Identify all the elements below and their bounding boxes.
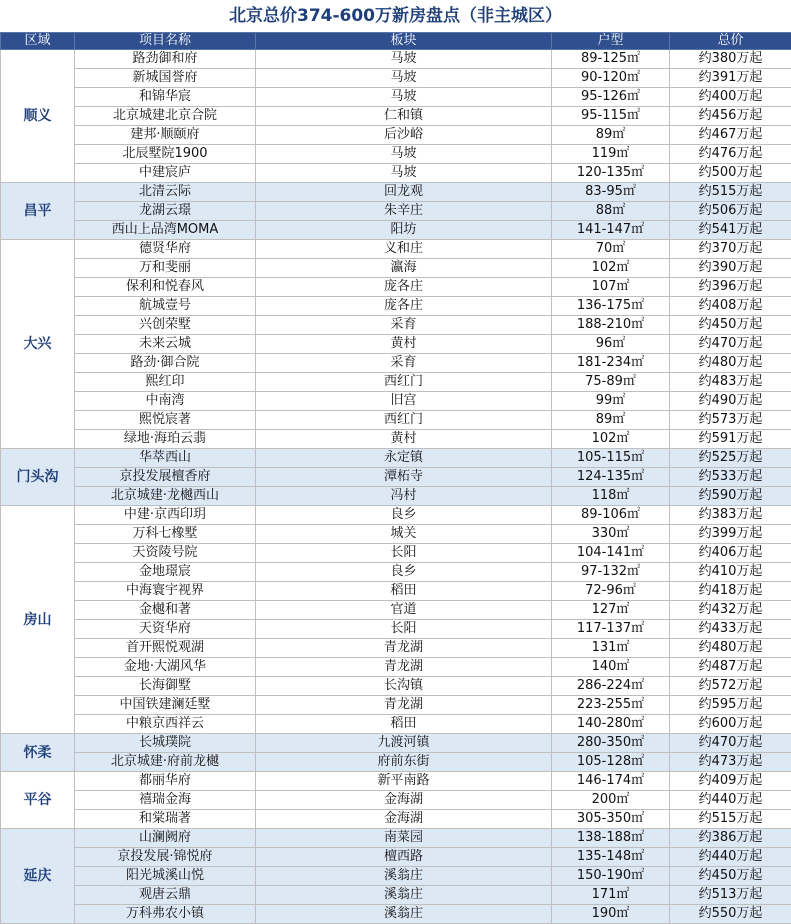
- unit-size-cell: 131㎡: [552, 639, 670, 658]
- total-price-cell: 约591万起: [670, 430, 791, 449]
- total-price-cell: 约450万起: [670, 316, 791, 335]
- district-cell: 顺义: [1, 50, 75, 183]
- table-row: [1, 772, 791, 791]
- unit-size-cell: 105-128㎡: [552, 753, 670, 772]
- project-name-cell: 未来云城: [75, 335, 256, 354]
- project-name-cell: 航城壹号: [75, 297, 256, 316]
- unit-size-cell: 96㎡: [552, 335, 670, 354]
- sector-cell: 檀西路: [256, 848, 552, 867]
- sector-cell: 阳坊: [256, 221, 552, 240]
- project-name-cell: 北京城建北京合院: [75, 107, 256, 126]
- sector-cell: 马坡: [256, 164, 552, 183]
- unit-size-cell: 223-255㎡: [552, 696, 670, 715]
- total-price-cell: 约470万起: [670, 335, 791, 354]
- project-name-cell: 北辰墅院1900: [75, 145, 256, 164]
- table-row: [1, 753, 791, 772]
- sector-cell: 义和庄: [256, 240, 552, 259]
- table-row: [1, 316, 791, 335]
- total-price-cell: 约386万起: [670, 829, 791, 848]
- project-name-cell: 长城璞院: [75, 734, 256, 753]
- unit-size-cell: 188-210㎡: [552, 316, 670, 335]
- sector-cell: 南菜园: [256, 829, 552, 848]
- sector-cell: 稻田: [256, 582, 552, 601]
- project-name-cell: 北清云际: [75, 183, 256, 202]
- district-cell: 平谷: [1, 772, 75, 829]
- listing-table: [0, 32, 791, 924]
- project-name-cell: 山澜阙府: [75, 829, 256, 848]
- table-row: [1, 791, 791, 810]
- unit-size-cell: 88㎡: [552, 202, 670, 221]
- total-price-cell: 约380万起: [670, 50, 791, 69]
- header-unit-size: 户型: [552, 33, 670, 50]
- sector-cell: 庞各庄: [256, 278, 552, 297]
- sector-cell: 良乡: [256, 506, 552, 525]
- table-row: [1, 164, 791, 183]
- total-price-cell: 约396万起: [670, 278, 791, 297]
- unit-size-cell: 141-147㎡: [552, 221, 670, 240]
- project-name-cell: 天资陵号院: [75, 544, 256, 563]
- unit-size-cell: 75-89㎡: [552, 373, 670, 392]
- sector-cell: 金海湖: [256, 810, 552, 829]
- project-name-cell: 金樾和著: [75, 601, 256, 620]
- header-total-price: 总价: [670, 33, 791, 50]
- total-price-cell: 约456万起: [670, 107, 791, 126]
- table-row: [1, 867, 791, 886]
- project-name-cell: 中建·京西印玥: [75, 506, 256, 525]
- total-price-cell: 约433万起: [670, 620, 791, 639]
- project-name-cell: 首开熙悦观湖: [75, 639, 256, 658]
- unit-size-cell: 90-120㎡: [552, 69, 670, 88]
- unit-size-cell: 70㎡: [552, 240, 670, 259]
- sector-cell: 黄村: [256, 335, 552, 354]
- table-row: [1, 677, 791, 696]
- table-row: [1, 430, 791, 449]
- unit-size-cell: 119㎡: [552, 145, 670, 164]
- header-district: 区域: [1, 33, 75, 50]
- project-name-cell: 金地璟宸: [75, 563, 256, 582]
- total-price-cell: 约480万起: [670, 354, 791, 373]
- sector-cell: 马坡: [256, 69, 552, 88]
- project-name-cell: 阳光城溪山悦: [75, 867, 256, 886]
- unit-size-cell: 286-224㎡: [552, 677, 670, 696]
- sector-cell: 溪翁庄: [256, 905, 552, 924]
- unit-size-cell: 140㎡: [552, 658, 670, 677]
- total-price-cell: 约406万起: [670, 544, 791, 563]
- total-price-cell: 约409万起: [670, 772, 791, 791]
- table-row: [1, 88, 791, 107]
- district-cell: 昌平: [1, 183, 75, 240]
- table-row: [1, 107, 791, 126]
- unit-size-cell: 95-115㎡: [552, 107, 670, 126]
- project-name-cell: 中国铁建澜廷墅: [75, 696, 256, 715]
- total-price-cell: 约541万起: [670, 221, 791, 240]
- sector-cell: 城关: [256, 525, 552, 544]
- sector-cell: 马坡: [256, 145, 552, 164]
- table-row: [1, 449, 791, 468]
- header-sector: 板块: [256, 33, 552, 50]
- table-row: [1, 601, 791, 620]
- sector-cell: 溪翁庄: [256, 867, 552, 886]
- total-price-cell: 约533万起: [670, 468, 791, 487]
- project-name-cell: 绿地·海珀云翡: [75, 430, 256, 449]
- unit-size-cell: 102㎡: [552, 430, 670, 449]
- table-row: [1, 639, 791, 658]
- project-name-cell: 都丽华府: [75, 772, 256, 791]
- project-name-cell: 京投发展檀香府: [75, 468, 256, 487]
- total-price-cell: 约440万起: [670, 791, 791, 810]
- project-name-cell: 中海寰宇视界: [75, 582, 256, 601]
- total-price-cell: 约476万起: [670, 145, 791, 164]
- table-row: [1, 734, 791, 753]
- table-row: [1, 126, 791, 145]
- project-name-cell: 中建宸庐: [75, 164, 256, 183]
- unit-size-cell: 95-126㎡: [552, 88, 670, 107]
- unit-size-cell: 171㎡: [552, 886, 670, 905]
- project-name-cell: 熙红印: [75, 373, 256, 392]
- total-price-cell: 约400万起: [670, 88, 791, 107]
- total-price-cell: 约473万起: [670, 753, 791, 772]
- unit-size-cell: 330㎡: [552, 525, 670, 544]
- project-name-cell: 保利和悦春风: [75, 278, 256, 297]
- project-name-cell: 金地·大湖风华: [75, 658, 256, 677]
- page-title: 北京总价374-600万新房盘点（非主城区）: [0, 0, 791, 32]
- project-name-cell: 德贤华府: [75, 240, 256, 259]
- unit-size-cell: 89-125㎡: [552, 50, 670, 69]
- table-row: [1, 69, 791, 88]
- sector-cell: 冯村: [256, 487, 552, 506]
- table-row: [1, 373, 791, 392]
- total-price-cell: 约450万起: [670, 867, 791, 886]
- project-name-cell: 观唐云鼎: [75, 886, 256, 905]
- table-row: [1, 487, 791, 506]
- header-row: [1, 33, 791, 50]
- total-price-cell: 约440万起: [670, 848, 791, 867]
- sector-cell: 长阳: [256, 620, 552, 639]
- unit-size-cell: 280-350㎡: [552, 734, 670, 753]
- sector-cell: 良乡: [256, 563, 552, 582]
- total-price-cell: 约391万起: [670, 69, 791, 88]
- table-row: [1, 886, 791, 905]
- sector-cell: 仁和镇: [256, 107, 552, 126]
- project-name-cell: 禧瑞金海: [75, 791, 256, 810]
- total-price-cell: 约506万起: [670, 202, 791, 221]
- table-row: [1, 544, 791, 563]
- district-cell: 房山: [1, 506, 75, 734]
- sector-cell: 新平南路: [256, 772, 552, 791]
- total-price-cell: 约487万起: [670, 658, 791, 677]
- sector-cell: 旧宫: [256, 392, 552, 411]
- project-name-cell: 龙湖云璟: [75, 202, 256, 221]
- total-price-cell: 约432万起: [670, 601, 791, 620]
- unit-size-cell: 190㎡: [552, 905, 670, 924]
- project-name-cell: 西山上品湾MOMA: [75, 221, 256, 240]
- project-name-cell: 熙悦宸著: [75, 411, 256, 430]
- sector-cell: 青龙湖: [256, 658, 552, 677]
- sector-cell: 朱辛庄: [256, 202, 552, 221]
- table-row: [1, 582, 791, 601]
- unit-size-cell: 99㎡: [552, 392, 670, 411]
- unit-size-cell: 135-148㎡: [552, 848, 670, 867]
- total-price-cell: 约408万起: [670, 297, 791, 316]
- project-name-cell: 和锦华宸: [75, 88, 256, 107]
- project-name-cell: 路劲御和府: [75, 50, 256, 69]
- project-name-cell: 中南湾: [75, 392, 256, 411]
- total-price-cell: 约470万起: [670, 734, 791, 753]
- sector-cell: 九渡河镇: [256, 734, 552, 753]
- total-price-cell: 约513万起: [670, 886, 791, 905]
- sector-cell: 马坡: [256, 88, 552, 107]
- project-name-cell: 京投发展·锦悦府: [75, 848, 256, 867]
- project-name-cell: 万科弗农小镇: [75, 905, 256, 924]
- project-name-cell: 万和斐丽: [75, 259, 256, 278]
- unit-size-cell: 120-135㎡: [552, 164, 670, 183]
- table-row: [1, 392, 791, 411]
- sector-cell: 采育: [256, 316, 552, 335]
- project-name-cell: 北京城建·府前龙樾: [75, 753, 256, 772]
- sector-cell: 官道: [256, 601, 552, 620]
- project-name-cell: 长海御墅: [75, 677, 256, 696]
- unit-size-cell: 107㎡: [552, 278, 670, 297]
- total-price-cell: 约500万起: [670, 164, 791, 183]
- total-price-cell: 约490万起: [670, 392, 791, 411]
- unit-size-cell: 181-234㎡: [552, 354, 670, 373]
- unit-size-cell: 97-132㎡: [552, 563, 670, 582]
- total-price-cell: 约467万起: [670, 126, 791, 145]
- unit-size-cell: 305-350㎡: [552, 810, 670, 829]
- sector-cell: 府前东街: [256, 753, 552, 772]
- unit-size-cell: 124-135㎡: [552, 468, 670, 487]
- project-name-cell: 中粮京西祥云: [75, 715, 256, 734]
- project-name-cell: 华萃西山: [75, 449, 256, 468]
- table-row: [1, 202, 791, 221]
- table-row: [1, 468, 791, 487]
- table-row: [1, 715, 791, 734]
- total-price-cell: 约399万起: [670, 525, 791, 544]
- table-row: [1, 335, 791, 354]
- total-price-cell: 约600万起: [670, 715, 791, 734]
- unit-size-cell: 105-115㎡: [552, 449, 670, 468]
- unit-size-cell: 83-95㎡: [552, 183, 670, 202]
- sector-cell: 庞各庄: [256, 297, 552, 316]
- sector-cell: 溪翁庄: [256, 886, 552, 905]
- district-cell: 怀柔: [1, 734, 75, 772]
- table-row: [1, 183, 791, 202]
- table-row: [1, 354, 791, 373]
- table-row: [1, 259, 791, 278]
- table-row: [1, 620, 791, 639]
- sector-cell: 长沟镇: [256, 677, 552, 696]
- total-price-cell: 约550万起: [670, 905, 791, 924]
- total-price-cell: 约515万起: [670, 183, 791, 202]
- table-row: [1, 506, 791, 525]
- table-body: [1, 50, 791, 924]
- total-price-cell: 约595万起: [670, 696, 791, 715]
- unit-size-cell: 118㎡: [552, 487, 670, 506]
- sector-cell: 马坡: [256, 50, 552, 69]
- table-row: [1, 905, 791, 924]
- table-row: [1, 145, 791, 164]
- table-row: [1, 848, 791, 867]
- table-row: [1, 829, 791, 848]
- table-row: [1, 696, 791, 715]
- sector-cell: 西红门: [256, 411, 552, 430]
- unit-size-cell: 72-96㎡: [552, 582, 670, 601]
- total-price-cell: 约410万起: [670, 563, 791, 582]
- sector-cell: 后沙峪: [256, 126, 552, 145]
- total-price-cell: 约573万起: [670, 411, 791, 430]
- total-price-cell: 约525万起: [670, 449, 791, 468]
- sector-cell: 瀛海: [256, 259, 552, 278]
- unit-size-cell: 89㎡: [552, 126, 670, 145]
- table-row: [1, 525, 791, 544]
- project-name-cell: 万科七橡墅: [75, 525, 256, 544]
- district-cell: 延庆: [1, 829, 75, 924]
- unit-size-cell: 136-175㎡: [552, 297, 670, 316]
- unit-size-cell: 104-141㎡: [552, 544, 670, 563]
- project-name-cell: 北京城建·龙樾西山: [75, 487, 256, 506]
- table-row: [1, 411, 791, 430]
- unit-size-cell: 127㎡: [552, 601, 670, 620]
- sector-cell: 黄村: [256, 430, 552, 449]
- table-row: [1, 658, 791, 677]
- total-price-cell: 约418万起: [670, 582, 791, 601]
- sector-cell: 回龙观: [256, 183, 552, 202]
- total-price-cell: 约370万起: [670, 240, 791, 259]
- table-row: [1, 240, 791, 259]
- table-row: [1, 297, 791, 316]
- unit-size-cell: 140-280㎡: [552, 715, 670, 734]
- sector-cell: 永定镇: [256, 449, 552, 468]
- unit-size-cell: 117-137㎡: [552, 620, 670, 639]
- total-price-cell: 约480万起: [670, 639, 791, 658]
- project-name-cell: 新城国誉府: [75, 69, 256, 88]
- unit-size-cell: 102㎡: [552, 259, 670, 278]
- total-price-cell: 约390万起: [670, 259, 791, 278]
- unit-size-cell: 146-174㎡: [552, 772, 670, 791]
- sector-cell: 稻田: [256, 715, 552, 734]
- sector-cell: 西红门: [256, 373, 552, 392]
- table-row: [1, 278, 791, 297]
- table-row: [1, 50, 791, 69]
- unit-size-cell: 89㎡: [552, 411, 670, 430]
- project-name-cell: 和棠瑞著: [75, 810, 256, 829]
- sector-cell: 青龙湖: [256, 696, 552, 715]
- project-name-cell: 天资华府: [75, 620, 256, 639]
- sector-cell: 金海湖: [256, 791, 552, 810]
- sector-cell: 长阳: [256, 544, 552, 563]
- sector-cell: 青龙湖: [256, 639, 552, 658]
- total-price-cell: 约572万起: [670, 677, 791, 696]
- total-price-cell: 约515万起: [670, 810, 791, 829]
- table-row: [1, 563, 791, 582]
- total-price-cell: 约383万起: [670, 506, 791, 525]
- header-project: 项目名称: [75, 33, 256, 50]
- total-price-cell: 约590万起: [670, 487, 791, 506]
- sector-cell: 采育: [256, 354, 552, 373]
- unit-size-cell: 200㎡: [552, 791, 670, 810]
- table-row: [1, 221, 791, 240]
- table-row: [1, 810, 791, 829]
- project-name-cell: 兴创荣墅: [75, 316, 256, 335]
- unit-size-cell: 150-190㎡: [552, 867, 670, 886]
- total-price-cell: 约483万起: [670, 373, 791, 392]
- project-name-cell: 建邦·顺颐府: [75, 126, 256, 145]
- district-cell: 门头沟: [1, 449, 75, 506]
- project-name-cell: 路劲·御合院: [75, 354, 256, 373]
- district-cell: 大兴: [1, 240, 75, 449]
- unit-size-cell: 138-188㎡: [552, 829, 670, 848]
- sector-cell: 潭柘寺: [256, 468, 552, 487]
- unit-size-cell: 89-106㎡: [552, 506, 670, 525]
